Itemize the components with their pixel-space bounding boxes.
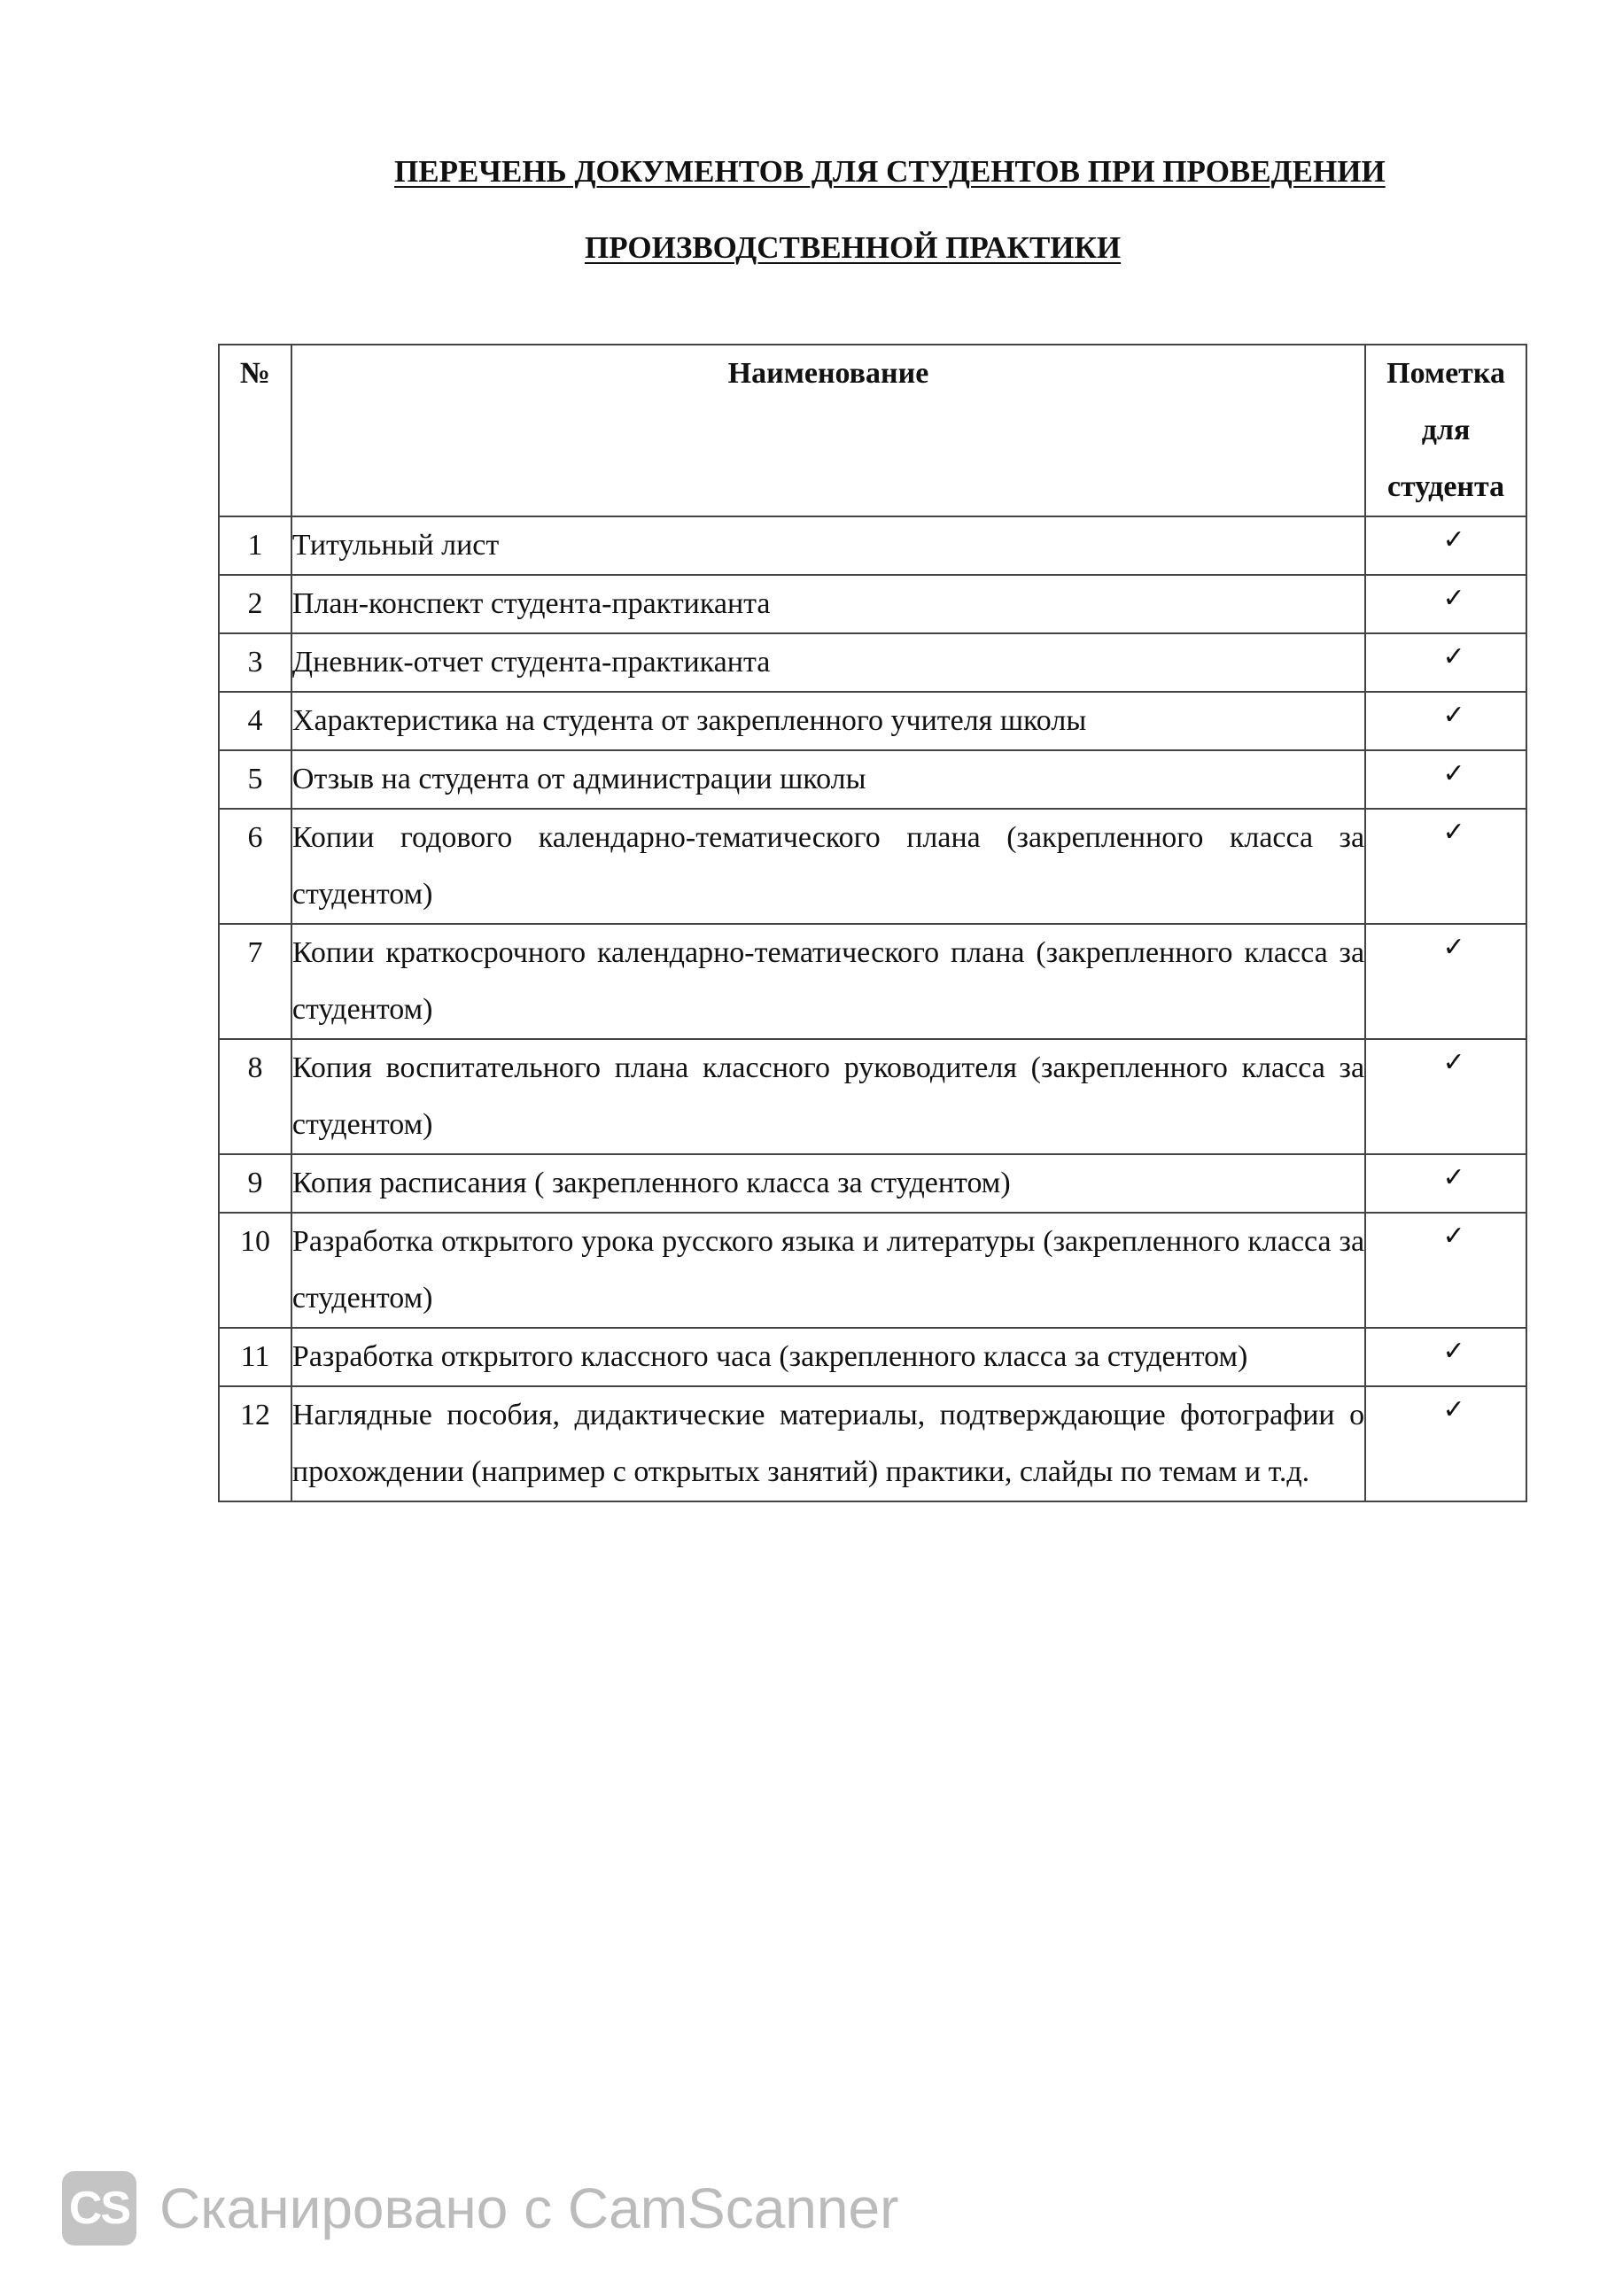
checkmark-icon: ✓: [1442, 1394, 1465, 1425]
document-title-line-2: ПРОИЗВОДСТВЕННОЙ ПРАКТИКИ: [585, 230, 1122, 265]
row-mark: [1365, 692, 1526, 750]
checkmark-icon: ✓: [1442, 1221, 1465, 1252]
row-mark: [1365, 1328, 1526, 1386]
row-mark: [1365, 1039, 1526, 1154]
row-document-name: Дневник-отчет студента-практиканта: [291, 633, 1365, 692]
row-number: 11: [219, 1328, 291, 1386]
table-row: [219, 924, 1526, 1039]
row-mark: [1365, 1386, 1526, 1501]
table-row: [219, 575, 1526, 633]
checkmark-icon: ✓: [1442, 817, 1465, 848]
row-mark: [1365, 924, 1526, 1039]
checkmark-icon: ✓: [1442, 700, 1465, 731]
checkmark-icon: ✓: [1442, 524, 1465, 555]
row-document-name: Копия расписания ( закрепленного класса за студентом): [291, 1154, 1365, 1213]
table-row: [219, 809, 1526, 924]
row-number: 12: [219, 1386, 291, 1501]
table-row: [219, 1328, 1526, 1386]
table-row: [219, 1039, 1526, 1154]
row-document-name: Титульный лист: [291, 516, 1365, 575]
row-document-name: Характеристика на студента от закрепленного учителя школы: [291, 692, 1365, 750]
table-row: [219, 1154, 1526, 1213]
checkmark-icon: ✓: [1442, 1162, 1465, 1193]
camscanner-logo: CS: [62, 2171, 136, 2246]
checkmark-icon: ✓: [1442, 1336, 1465, 1367]
row-number: 3: [219, 633, 291, 692]
row-number: 10: [219, 1213, 291, 1328]
row-document-name: Разработка открытого урока русского языка и литературы (закрепленного класса за студентом): [291, 1213, 1365, 1328]
document-title-line-1: ПЕРЕЧЕНЬ ДОКУМЕНТОВ ДЛЯ СТУДЕНТОВ ПРИ ПРОВЕДЕНИИ: [394, 154, 1386, 189]
row-number: 6: [219, 809, 291, 924]
row-mark: [1365, 575, 1526, 633]
row-mark: [1365, 809, 1526, 924]
checkmark-icon: ✓: [1442, 758, 1465, 789]
row-number: 7: [219, 924, 291, 1039]
row-document-name: Копии краткосрочного календарно-тематического плана (закрепленного класса за студентом): [291, 924, 1365, 1039]
row-mark: [1365, 1213, 1526, 1328]
header-name: Наименование: [291, 345, 1365, 516]
row-document-name: Копия воспитательного плана классного руководителя (закрепленного класса за студентом): [291, 1039, 1365, 1154]
documents-table: [218, 344, 1527, 1502]
header-mark: Пометка для студента: [1365, 345, 1526, 516]
table-row: [219, 1213, 1526, 1328]
row-number: 4: [219, 692, 291, 750]
row-number: 9: [219, 1154, 291, 1213]
row-mark: [1365, 1154, 1526, 1213]
row-document-name: Копии годового календарно-тематического плана (закрепленного класса за студентом): [291, 809, 1365, 924]
table-header-row: [219, 345, 1526, 516]
checkmark-icon: ✓: [1442, 932, 1465, 963]
table-row: [219, 1386, 1526, 1501]
checkmark-icon: ✓: [1442, 583, 1465, 614]
row-number: 8: [219, 1039, 291, 1154]
row-mark: [1365, 633, 1526, 692]
row-mark: [1365, 750, 1526, 809]
table-row: [219, 516, 1526, 575]
row-document-name: План-конспект студента-практиканта: [291, 575, 1365, 633]
watermark-text: Сканировано с CamScanner: [159, 2176, 899, 2240]
camscanner-watermark: [62, 2168, 898, 2248]
row-document-name: Наглядные пособия, дидактические материалы, подтверждающие фотографии о прохождении (например с открытых занятий) практики, слайды по темам и т.д.: [291, 1386, 1365, 1501]
row-document-name: Разработка открытого классного часа (закрепленного класса за студентом): [291, 1328, 1365, 1386]
row-number: 1: [219, 516, 291, 575]
row-number: 5: [219, 750, 291, 809]
row-document-name: Отзыв на студента от администрации школы: [291, 750, 1365, 809]
checkmark-icon: ✓: [1442, 641, 1465, 672]
table-row: [219, 750, 1526, 809]
table-row: [219, 692, 1526, 750]
table-body: [219, 516, 1526, 1501]
header-number: №: [219, 345, 291, 516]
checkmark-icon: ✓: [1442, 1047, 1465, 1078]
row-mark: [1365, 516, 1526, 575]
row-number: 2: [219, 575, 291, 633]
table-row: [219, 633, 1526, 692]
